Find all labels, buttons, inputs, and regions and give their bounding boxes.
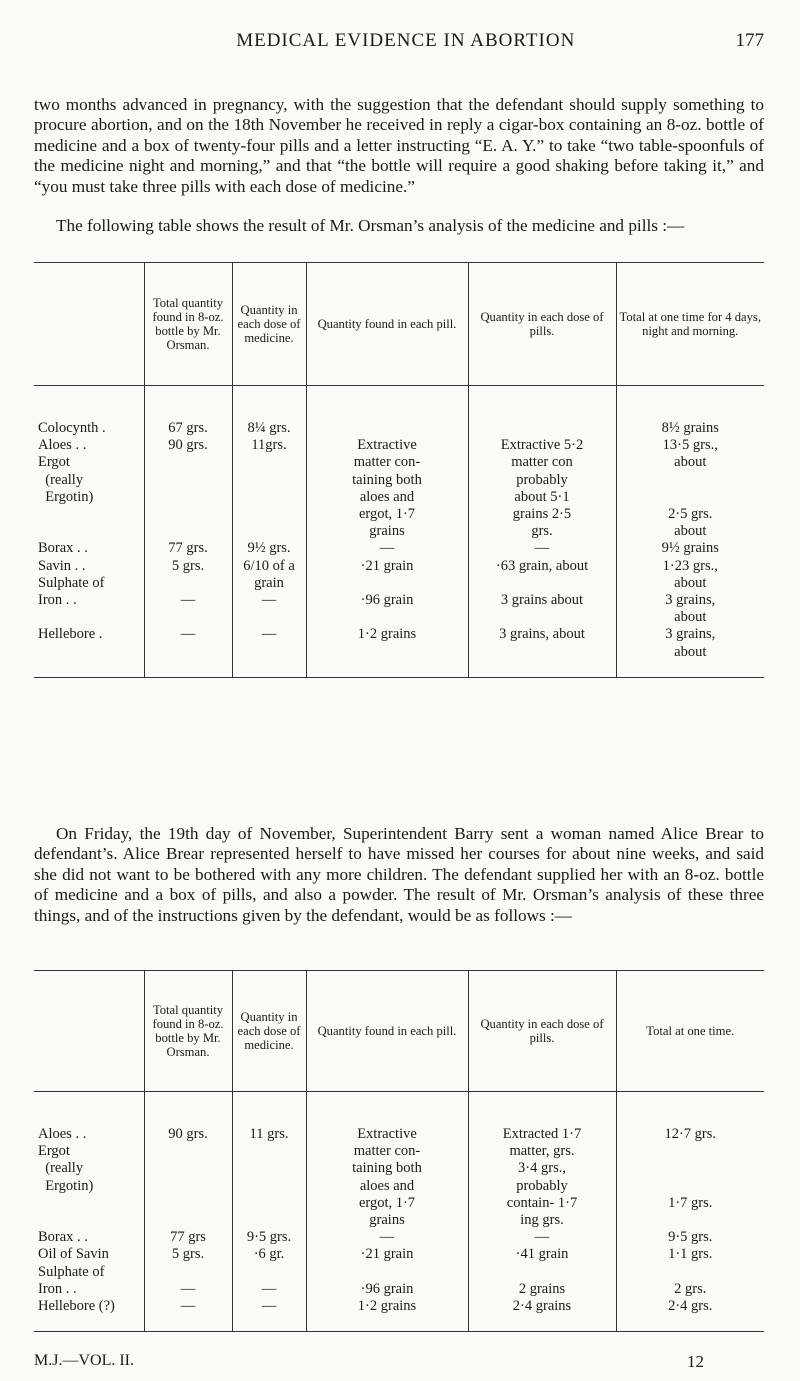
table-cell: 1·23 grs., about [616, 558, 764, 592]
table-2-header [34, 971, 144, 1092]
page-title: MEDICAL EVIDENCE IN ABORTION [236, 30, 576, 51]
table-1-header: Total at one time for 4 days, night and morning. [616, 263, 764, 386]
table-cell: 6/10 of a grain [232, 558, 306, 592]
table-2-header: Quantity in each dose of pills. [468, 971, 616, 1092]
paragraph-3-text: On Friday, the 19th day of November, Superintendent Barry sent a woman named Alice Brear to defendant’s. Alice Brear represented herself to have missed her courses for about nine weeks, and said she did not want to be bothered with any more children. The defendant supplied her with an 8-oz. bottle of medicine and a box of pills, and also a powder. The result of Mr. Orsman’s analysis of these three things, and of the instructions given by the defendant, would be as follows :— [34, 824, 764, 925]
table-row [34, 437, 764, 540]
table-cell: Iron . . [38, 1280, 77, 1297]
table-cell: ·6 gr. [232, 1246, 306, 1280]
table-cell: 2 grs. [616, 1281, 764, 1298]
table-cell: 5 grs. [144, 558, 232, 592]
table-cell: — [144, 1281, 232, 1298]
table-row [34, 1092, 764, 1230]
table-cell: ·96 grain [306, 1281, 468, 1298]
table-cell: 1·2 grains [306, 626, 468, 677]
table-cell: — [144, 626, 232, 677]
table-2-header: Total at one time. [616, 971, 764, 1092]
table-cell: 2·4 grains [468, 1298, 616, 1332]
table-cell: 9·5 grs. [616, 1229, 764, 1246]
table-cell: Extracted 1·7 matter, grs. 3·4 grs., probably contain- 1·7 ing grs. [468, 1092, 616, 1230]
table-cell: Hellebore . [34, 626, 144, 677]
table-2-header-row [34, 971, 764, 1092]
table-cell: 67 grs. [144, 386, 232, 438]
running-head [36, 30, 764, 52]
table-cell: Extractive matter con- taining both aloes and ergot, 1·7 grains [306, 1092, 468, 1230]
table-cell: 3 grains about [468, 592, 616, 626]
table-cell: — [306, 1229, 468, 1246]
table-cell: — [144, 592, 232, 626]
signature-mark: 12 [687, 1352, 704, 1371]
table-1-header-row [34, 263, 764, 386]
table-cell: ·41 grain [468, 1246, 616, 1280]
table-cell: 1·1 grs. [616, 1246, 764, 1280]
table-row [34, 592, 764, 626]
table-cell: Oil of Savin Sulphate of [38, 1246, 109, 1280]
table-cell: 12·7 grs. 1·7 grs. [616, 1092, 764, 1230]
table-cell: 90 grs. [144, 437, 232, 540]
table-cell: Borax . . [38, 1229, 88, 1246]
table-row [34, 386, 764, 438]
table-cell: 3 grains, about [616, 626, 764, 677]
paragraph-3 [34, 824, 764, 926]
table-row [34, 540, 764, 557]
table-row [34, 1246, 764, 1280]
table-cell [306, 386, 468, 438]
table-cell [468, 386, 616, 438]
table-cell: Borax . . [38, 540, 88, 557]
table-cell: Savin . . Sulphate of [38, 557, 105, 591]
table-cell: 2·4 grs. [616, 1298, 764, 1332]
table-1-header: Quantity found in each pill. [306, 263, 468, 386]
table-cell: 3 grains, about [468, 626, 616, 677]
table-cell: — [232, 1298, 306, 1332]
table-cell: 11 grs. [232, 1092, 306, 1230]
table-1-header: Quantity in each dose of medicine. [232, 263, 306, 386]
table-cell: — [306, 540, 468, 557]
table-row [34, 558, 764, 592]
analysis-table-1 [34, 262, 764, 678]
table-cell: — [144, 1298, 232, 1332]
table-cell: — [232, 626, 306, 677]
table-cell: 2 grains [468, 1281, 616, 1298]
table-cell: 1·2 grains [306, 1298, 468, 1332]
table-2-header: Quantity found in each pill. [306, 971, 468, 1092]
table-cell: 9½ grs. [232, 540, 306, 557]
table-2-header: Total quantity found in 8-oz. bottle by Mr. Orsman. [144, 971, 232, 1092]
page-number: 177 [735, 30, 764, 51]
table-cell: ·21 grain [306, 558, 468, 592]
table-cell: Colocynth . [38, 420, 106, 436]
table-cell: 9·5 grs. [232, 1229, 306, 1246]
table-cell: 5 grs. [144, 1246, 232, 1280]
table-cell: ·21 grain [306, 1246, 468, 1280]
paragraph-2-text: The following table shows the result of Mr. Orsman’s analysis of the medicine and pills :— [56, 216, 685, 235]
table-cell: 13·5 grs., about 2·5 grs. about [616, 437, 764, 540]
paragraph-1 [34, 95, 764, 197]
table-row [34, 1281, 764, 1298]
table-row [34, 626, 764, 677]
table-cell: Hellebore (?) [34, 1298, 144, 1332]
table-cell: 3 grains, about [616, 592, 764, 626]
table-row [34, 1229, 764, 1246]
table-cell: 9½ grains [616, 540, 764, 557]
paragraph-2 [34, 216, 764, 236]
table-cell: 8½ grains [616, 386, 764, 438]
page-footer [34, 1352, 760, 1372]
table-cell: — [468, 1229, 616, 1246]
table-row [34, 1298, 764, 1332]
table-cell: Extractive 5·2 matter con probably about 5·1 grains 2·5 grs. [468, 437, 616, 540]
table-cell: 8¼ grs. [232, 386, 306, 438]
analysis-table-2 [34, 970, 764, 1332]
table-cell: 77 grs [144, 1229, 232, 1246]
table-1-header: Total quantity found in 8-oz. bottle by Mr. Orsman. [144, 263, 232, 386]
table-cell: Aloes . . Ergot (really Ergotin) [38, 437, 94, 505]
table-2-header: Quantity in each dose of medicine. [232, 971, 306, 1092]
table-cell: ·96 grain [306, 592, 468, 626]
paragraph-1-text: two months advanced in pregnancy, with the suggestion that the defendant should supply something to procure abortion, and on the 18th November he received in reply a cigar-box containing an 8-oz. bottle of medicine and a box of twenty-four pills and a letter instructing “E. A. Y.” to take “two table-spoonfuls of the medicine night and morning,” and that “the bottle will require a good shaking before taking it,” and “you must take three pills with each dose of medicine.” [34, 95, 764, 196]
table-cell: — [468, 540, 616, 557]
table-cell: Iron . . [38, 592, 77, 609]
table-1-header [34, 263, 144, 386]
table-cell: — [232, 592, 306, 626]
table-cell: — [232, 1281, 306, 1298]
table-cell: Aloes . . Ergot (really Ergotin) [38, 1126, 94, 1194]
table-1-header: Quantity in each dose of pills. [468, 263, 616, 386]
table-cell: Extractive matter con- taining both aloes and ergot, 1·7 grains [306, 437, 468, 540]
volume-mark: M.J.—VOL. II. [34, 1352, 134, 1369]
table-cell: 90 grs. [144, 1092, 232, 1230]
table-cell: 77 grs. [144, 540, 232, 557]
table-cell: 11grs. [232, 437, 306, 540]
table-cell: ·63 grain, about [468, 558, 616, 592]
